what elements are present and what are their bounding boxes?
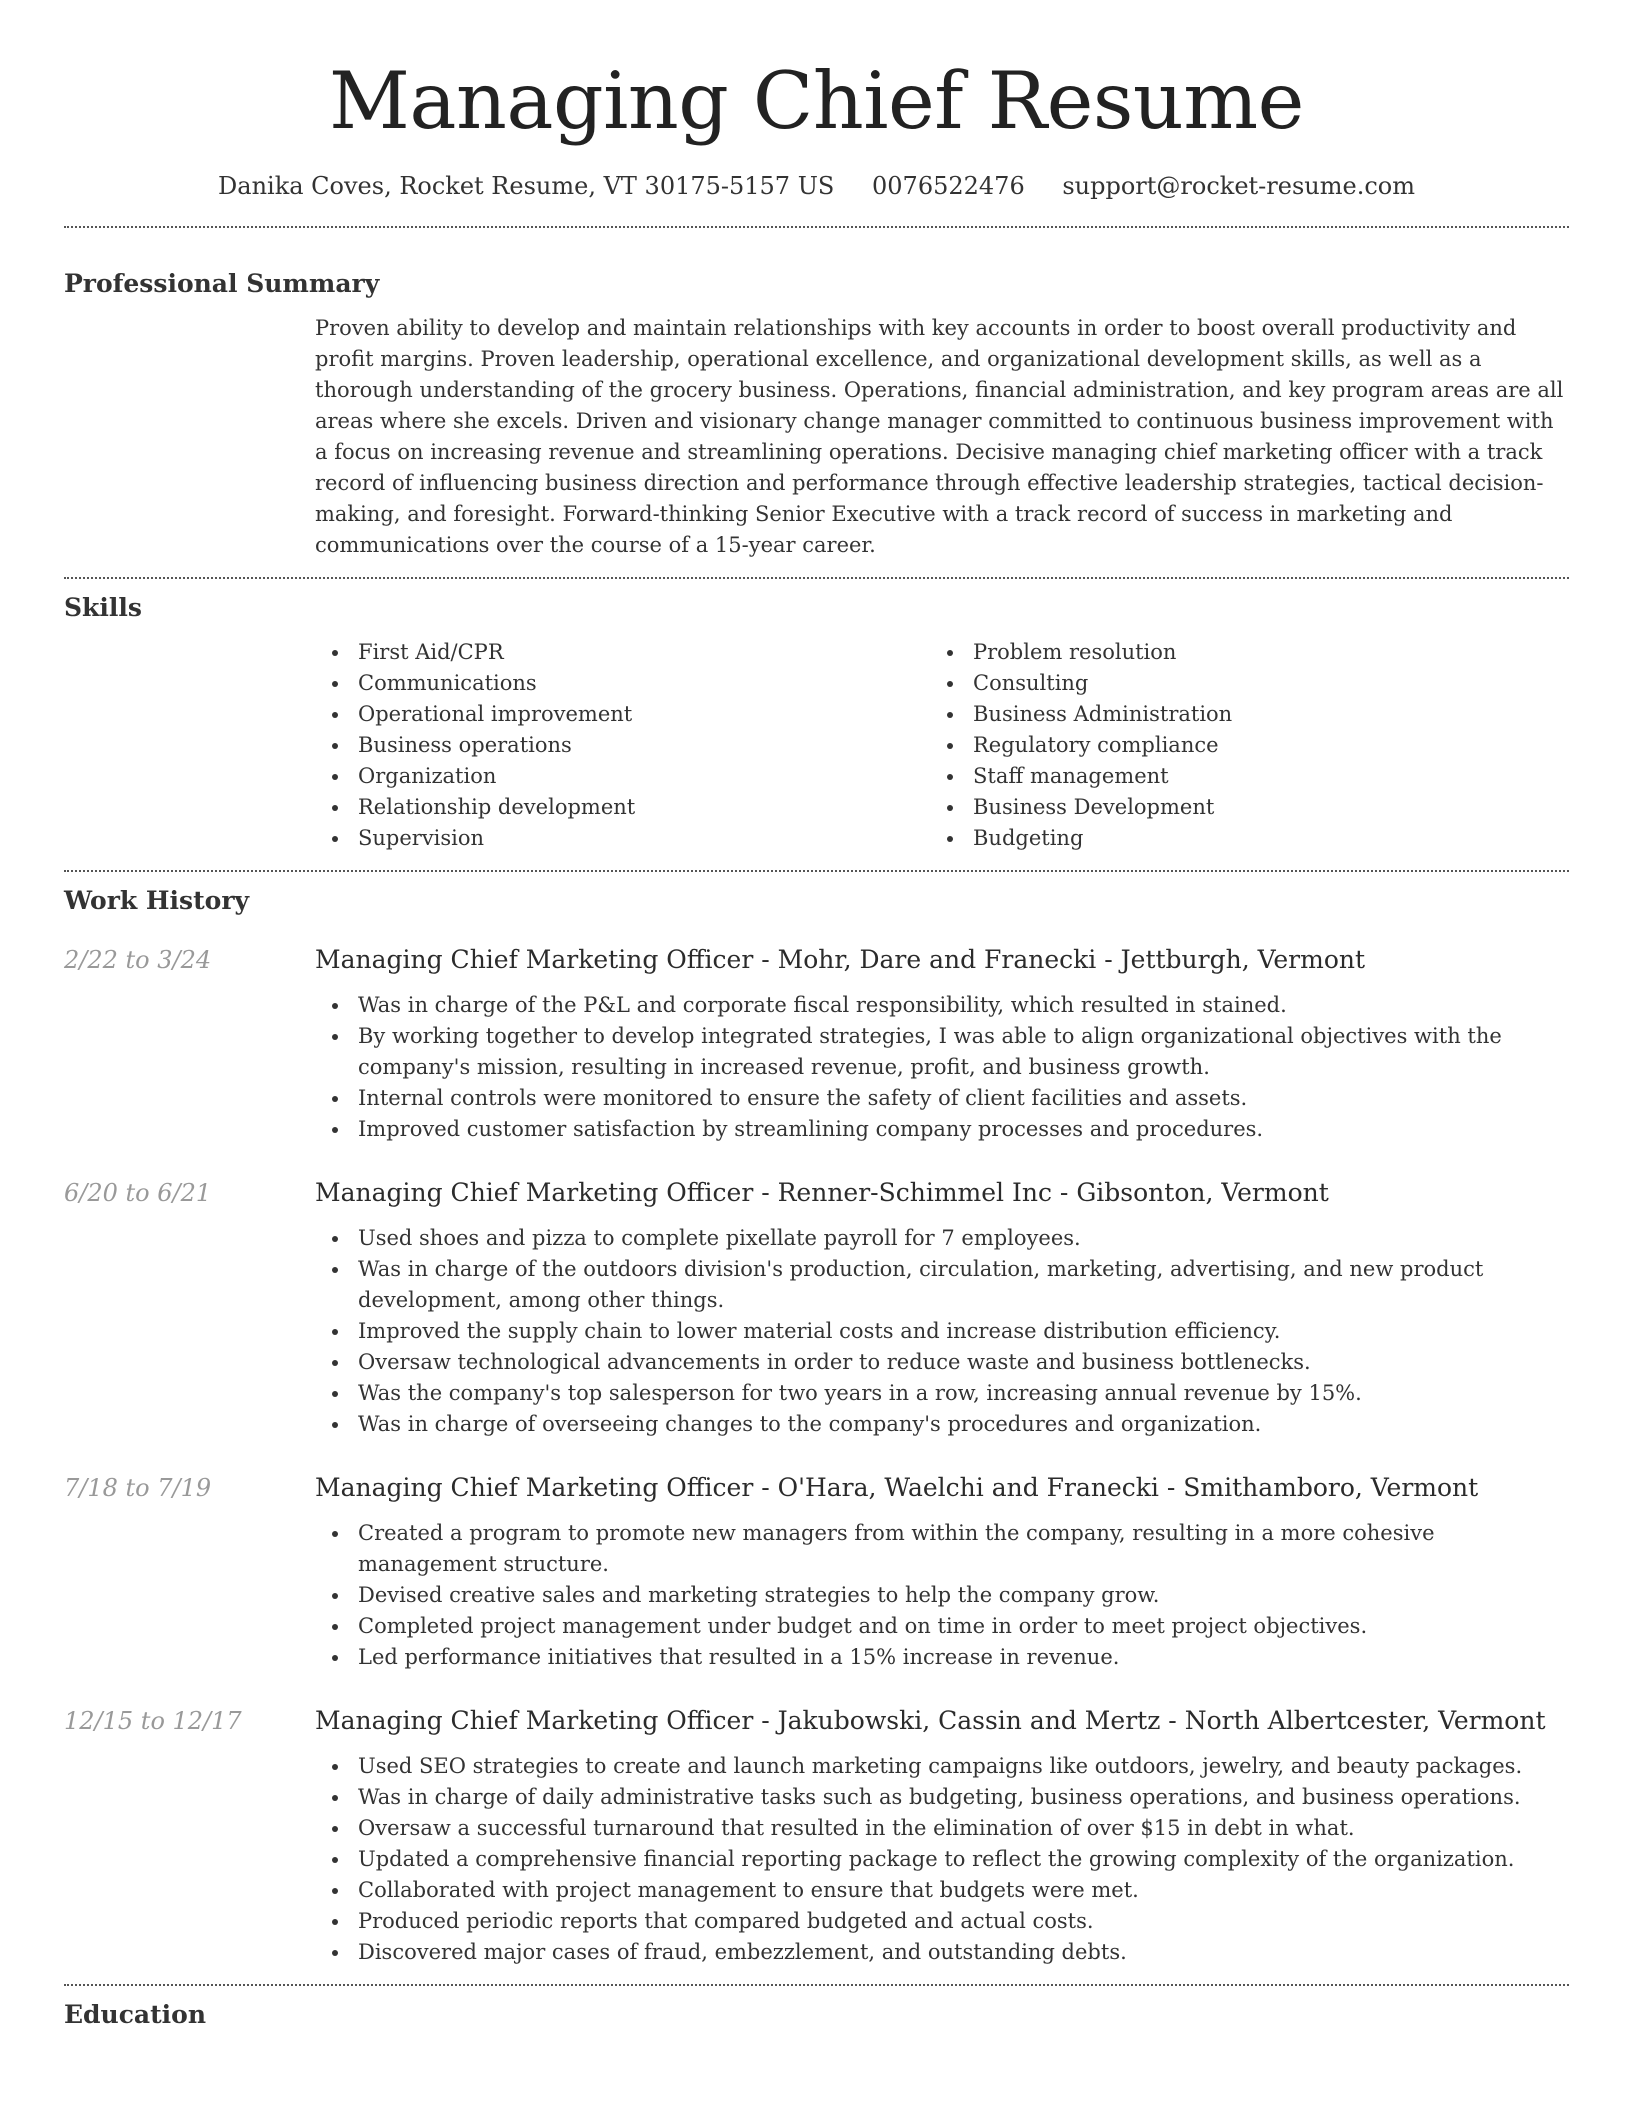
contact-phone: 0076522476 [872, 172, 1025, 200]
summary-section [64, 267, 1569, 561]
contact-line [64, 169, 1569, 203]
job-entry [64, 1471, 1569, 1673]
skill-item: Business operations [315, 730, 930, 761]
job-bullet: By working together to develop integrated strategies, I was able to align organizational objectives with the company's mission, resulting in increased revenue, profit, and business growth. [315, 1021, 1569, 1083]
skill-item: Business Administration [930, 699, 1545, 730]
job-bullet: Improved the supply chain to lower material costs and increase distribution efficiency. [315, 1316, 1569, 1347]
divider [64, 577, 1569, 579]
job-bullet: Discovered major cases of fraud, embezzlement, and outstanding debts. [315, 1937, 1569, 1968]
job-title: Managing Chief Marketing Officer - Renner-Schimmel Inc - Gibsonton, Vermont [315, 1178, 1329, 1207]
job-bullet: Was in charge of the P&L and corporate fiscal responsibility, which resulted in stained. [315, 990, 1569, 1021]
job-bullet: Internal controls were monitored to ensure the safety of client facilities and assets. [315, 1083, 1569, 1114]
contact-address: Danika Coves, Rocket Resume, VT 30175-5157 US [218, 172, 835, 200]
skills-list [315, 637, 1569, 854]
job-bullet: Used shoes and pizza to complete pixellate payroll for 7 employees. [315, 1223, 1569, 1254]
skill-item: Regulatory compliance [930, 730, 1545, 761]
work-history-section [64, 884, 1569, 1968]
skills-column-right [930, 637, 1545, 854]
skill-item: Staff management [930, 761, 1545, 792]
job-bullets [315, 990, 1569, 1145]
job-bullet: Was in charge of overseeing changes to the company's procedures and organization. [315, 1409, 1569, 1440]
skill-item: Budgeting [930, 823, 1545, 854]
skills-section [64, 591, 1569, 854]
job-date: 6/20 to 6/21 [64, 1179, 212, 1207]
job-bullet: Oversaw a successful turnaround that resulted in the elimination of over $15 in debt in what. [315, 1813, 1569, 1844]
work-history-heading: Work History [64, 886, 250, 915]
job-bullet: Collaborated with project management to ensure that budgets were met. [315, 1875, 1569, 1906]
job-bullet: Produced periodic reports that compared budgeted and actual costs. [315, 1906, 1569, 1937]
skill-item: Business Development [930, 792, 1545, 823]
job-bullet: Oversaw technological advancements in order to reduce waste and business bottlenecks. [315, 1347, 1569, 1378]
resume-title: Managing Chief Resume [329, 55, 1304, 147]
job-bullet: Improved customer satisfaction by streamlining company processes and procedures. [315, 1114, 1569, 1145]
contact-email: support@rocket-resume.com [1062, 172, 1415, 200]
job-bullet: Used SEO strategies to create and launch marketing campaigns like outdoors, jewelry, and beauty packages. [315, 1751, 1569, 1782]
job-title: Managing Chief Marketing Officer - Jakubowski, Cassin and Mertz - North Albertcester, Vermont [315, 1706, 1546, 1735]
job-details [315, 1704, 1569, 1968]
skill-item: First Aid/CPR [315, 637, 930, 668]
job-title: Managing Chief Marketing Officer - O'Hara, Waelchi and Franecki - Smithamboro, Vermont [315, 1473, 1479, 1502]
job-entry [64, 943, 1569, 1145]
job-date: 7/18 to 7/19 [64, 1474, 212, 1502]
job-details [315, 943, 1569, 1145]
job-bullets [315, 1223, 1569, 1440]
summary-heading: Professional Summary [64, 269, 380, 298]
job-bullet: Updated a comprehensive financial reporting package to reflect the growing complexity of the organization. [315, 1844, 1569, 1875]
job-details [315, 1471, 1569, 1673]
divider [64, 1984, 1569, 1986]
skill-item: Relationship development [315, 792, 930, 823]
job-entry [64, 1176, 1569, 1440]
skill-item: Problem resolution [930, 637, 1545, 668]
education-section [64, 1998, 1569, 2032]
skills-column-left [315, 637, 930, 854]
job-bullet: Devised creative sales and marketing strategies to help the company grow. [315, 1580, 1569, 1611]
job-bullet: Was in charge of daily administrative tasks such as budgeting, business operations, and business operations. [315, 1782, 1569, 1813]
skill-item: Organization [315, 761, 930, 792]
divider [64, 226, 1569, 228]
skills-heading: Skills [64, 593, 142, 622]
job-date: 2/22 to 3/24 [64, 946, 212, 974]
job-details [315, 1176, 1569, 1440]
job-title: Managing Chief Marketing Officer - Mohr, Dare and Franecki - Jettburgh, Vermont [315, 945, 1366, 974]
education-heading: Education [64, 2000, 207, 2029]
job-entry [64, 1704, 1569, 1968]
skill-item: Supervision [315, 823, 930, 854]
job-date: 12/15 to 12/17 [64, 1707, 242, 1735]
job-bullet: Was in charge of the outdoors division's production, circulation, marketing, advertising, and new product development, among other things. [315, 1254, 1569, 1316]
job-bullet: Led performance initiatives that resulted in a 15% increase in revenue. [315, 1642, 1569, 1673]
skill-item: Operational improvement [315, 699, 930, 730]
job-bullets [315, 1518, 1569, 1673]
skill-item: Communications [315, 668, 930, 699]
job-bullet: Was the company's top salesperson for two years in a row, increasing annual revenue by 15%. [315, 1378, 1569, 1409]
divider [64, 870, 1569, 872]
skill-item: Consulting [930, 668, 1545, 699]
job-bullet: Completed project management under budget and on time in order to meet project objectives. [315, 1611, 1569, 1642]
job-bullets [315, 1751, 1569, 1968]
job-bullet: Created a program to promote new managers from within the company, resulting in a more cohesive management structure. [315, 1518, 1569, 1580]
summary-text: Proven ability to develop and maintain relationships with key accounts in order to boost overall productivity and profit margins. Proven leadership, operational excellence, and organizational development skills, as well as a thorough understanding of the grocery business. Operations, financial administration, and key program areas are all areas where she excels. Driven and visionary change manager committed to continuous business improvement with a focus on increasing revenue and streamlining operations. Decisive managing chief marketing officer with a track record of influencing business direction and performance through effective leadership strategies, tactical decision-making, and foresight. Forward-thinking Senior Executive with a track record of success in marketing and communications over the course of a 15-year career. [315, 316, 1564, 557]
resume-page [64, 0, 1569, 2032]
